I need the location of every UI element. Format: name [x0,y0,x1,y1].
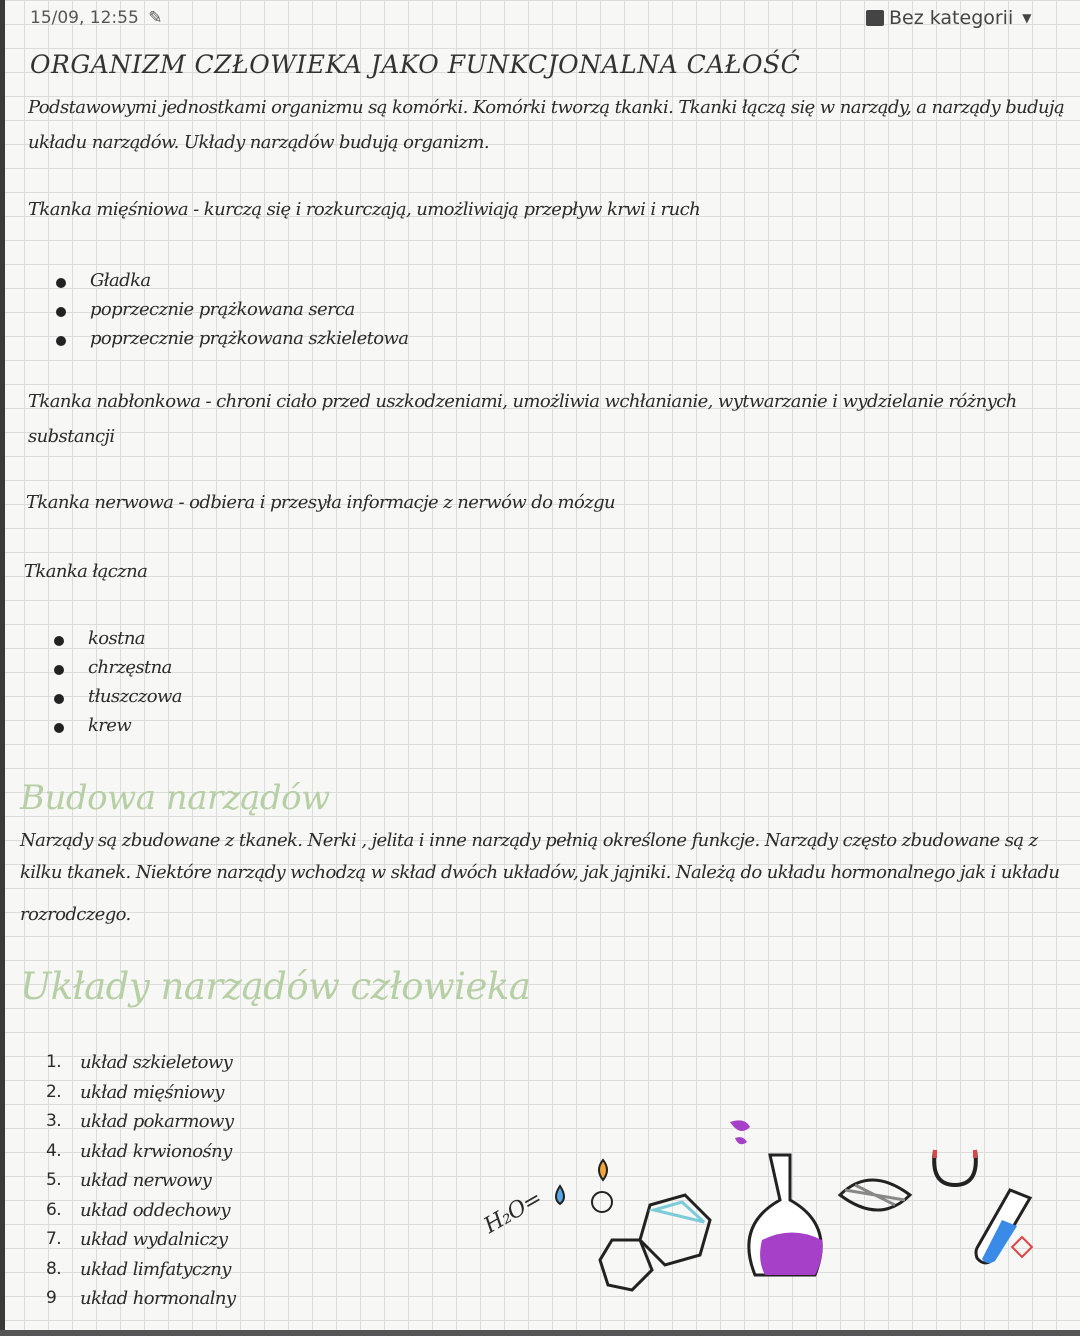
item-label: układ hormonalny [80,1288,236,1309]
burner-icon [592,1160,612,1212]
list-item: poprzecznie prążkowana serca [56,299,408,328]
item-label: układ mięśniowy [80,1081,224,1103]
intro-line-1: Podstawowymi jednostkami organizmu są komórki. Komórki tworzą tkanki. Tkanki łączą się w narządy, a narządy budują [28,97,1065,118]
dna-icon [840,1180,910,1210]
item-number: 9 [46,1288,57,1308]
epithelial-line-2: substancji [28,426,115,447]
item-number: 7. [46,1229,62,1249]
magnet-icon [934,1150,976,1185]
note-timestamp[interactable] [30,8,162,28]
list-item [46,1141,236,1171]
intro-line-2: układu narządów. Układy narządów budują organizm. [28,132,489,153]
list-item [46,1259,236,1289]
note-title: ORGANIZM CZŁOWIEKA JAKO FUNKCJONALNA CAŁOŚĆ [30,50,801,79]
heading-systems: Układy narządów człowieka [20,965,531,1008]
organs-line-1: Narządy są zbudowane z tkanek. Nerki , jelita i inne narządy pełnią określone funkcje. Narządy często zbudowane są z [20,830,1038,851]
item-label: układ oddechowy [80,1199,230,1221]
muscle-tissue-list [56,270,408,357]
item-label: układ krwionośny [80,1140,232,1162]
connective-tissue-list [54,628,182,744]
list-item [46,1111,236,1141]
pencil-icon[interactable]: ✎ [148,8,163,28]
benzene-molecule-icon [600,1195,710,1290]
list-item [46,1170,236,1200]
list-item: Gładka [56,270,408,299]
list-item [46,1200,236,1230]
category-dropdown[interactable] [866,7,1031,29]
flask-icon [730,1120,822,1275]
item-number: 2. [46,1081,62,1102]
list-item: krew [54,715,182,744]
muscle-tissue-text: Tkanka mięśniowa - kurczą się i rozkurczają, umożliwiają przepływ krwi i ruch [28,199,701,220]
connective-tissue-text: Tkanka łączna [24,561,148,582]
list-item [46,1082,236,1112]
list-item: poprzecznie prążkowana szkieletowa [56,328,408,357]
item-label: układ limfatyczny [80,1258,231,1280]
timestamp-text: 15/09, 12:55 [30,8,139,28]
item-number: 1. [46,1052,62,1072]
nervous-tissue-text: Tkanka nerwowa - odbiera i przesyła informacje z nerwów do mózgu [26,492,616,513]
organ-systems-list [46,1052,236,1318]
item-number: 5. [46,1170,62,1190]
list-item: kostna [54,628,182,657]
heading-organs: Budowa narządów [20,778,330,818]
item-number: 4. [46,1140,62,1161]
list-item [46,1052,236,1082]
screen-edge-bottom [0,1330,1080,1336]
item-label: układ pokarmowy [80,1111,234,1132]
item-label: układ szkieletowy [80,1052,233,1073]
science-doodles [540,1110,1060,1320]
folder-icon [866,10,884,26]
organs-line-3: rozrodczego. [20,904,131,925]
item-label: układ nerwowy [80,1170,212,1191]
test-tube-icon [976,1190,1032,1263]
item-number: 8. [46,1258,62,1279]
item-label: układ wydalniczy [80,1229,228,1250]
item-number: 6. [46,1199,62,1220]
water-drop-icon [556,1186,564,1204]
category-label: Bez kategorii [889,7,1014,29]
list-item [46,1288,236,1318]
epithelial-line-1: Tkanka nabłonkowa - chroni ciało przed uszkodzeniami, umożliwia wchłanianie, wytwarzanie i wydzielanie różnych [28,391,1017,412]
screen-edge [0,0,5,1336]
list-item: chrzęstna [54,657,182,686]
list-item: tłuszczowa [54,686,182,715]
list-item [46,1229,236,1259]
item-number: 3. [46,1111,62,1131]
organs-line-2: kilku tkanek. Niektóre narządy wchodzą w skład dwóch układów, jak jajniki. Należą do układu hormonalnego jak i układu [20,862,1060,883]
doodle-formula: H₂O= [479,1186,547,1239]
chevron-down-icon: ▼ [1022,11,1032,25]
